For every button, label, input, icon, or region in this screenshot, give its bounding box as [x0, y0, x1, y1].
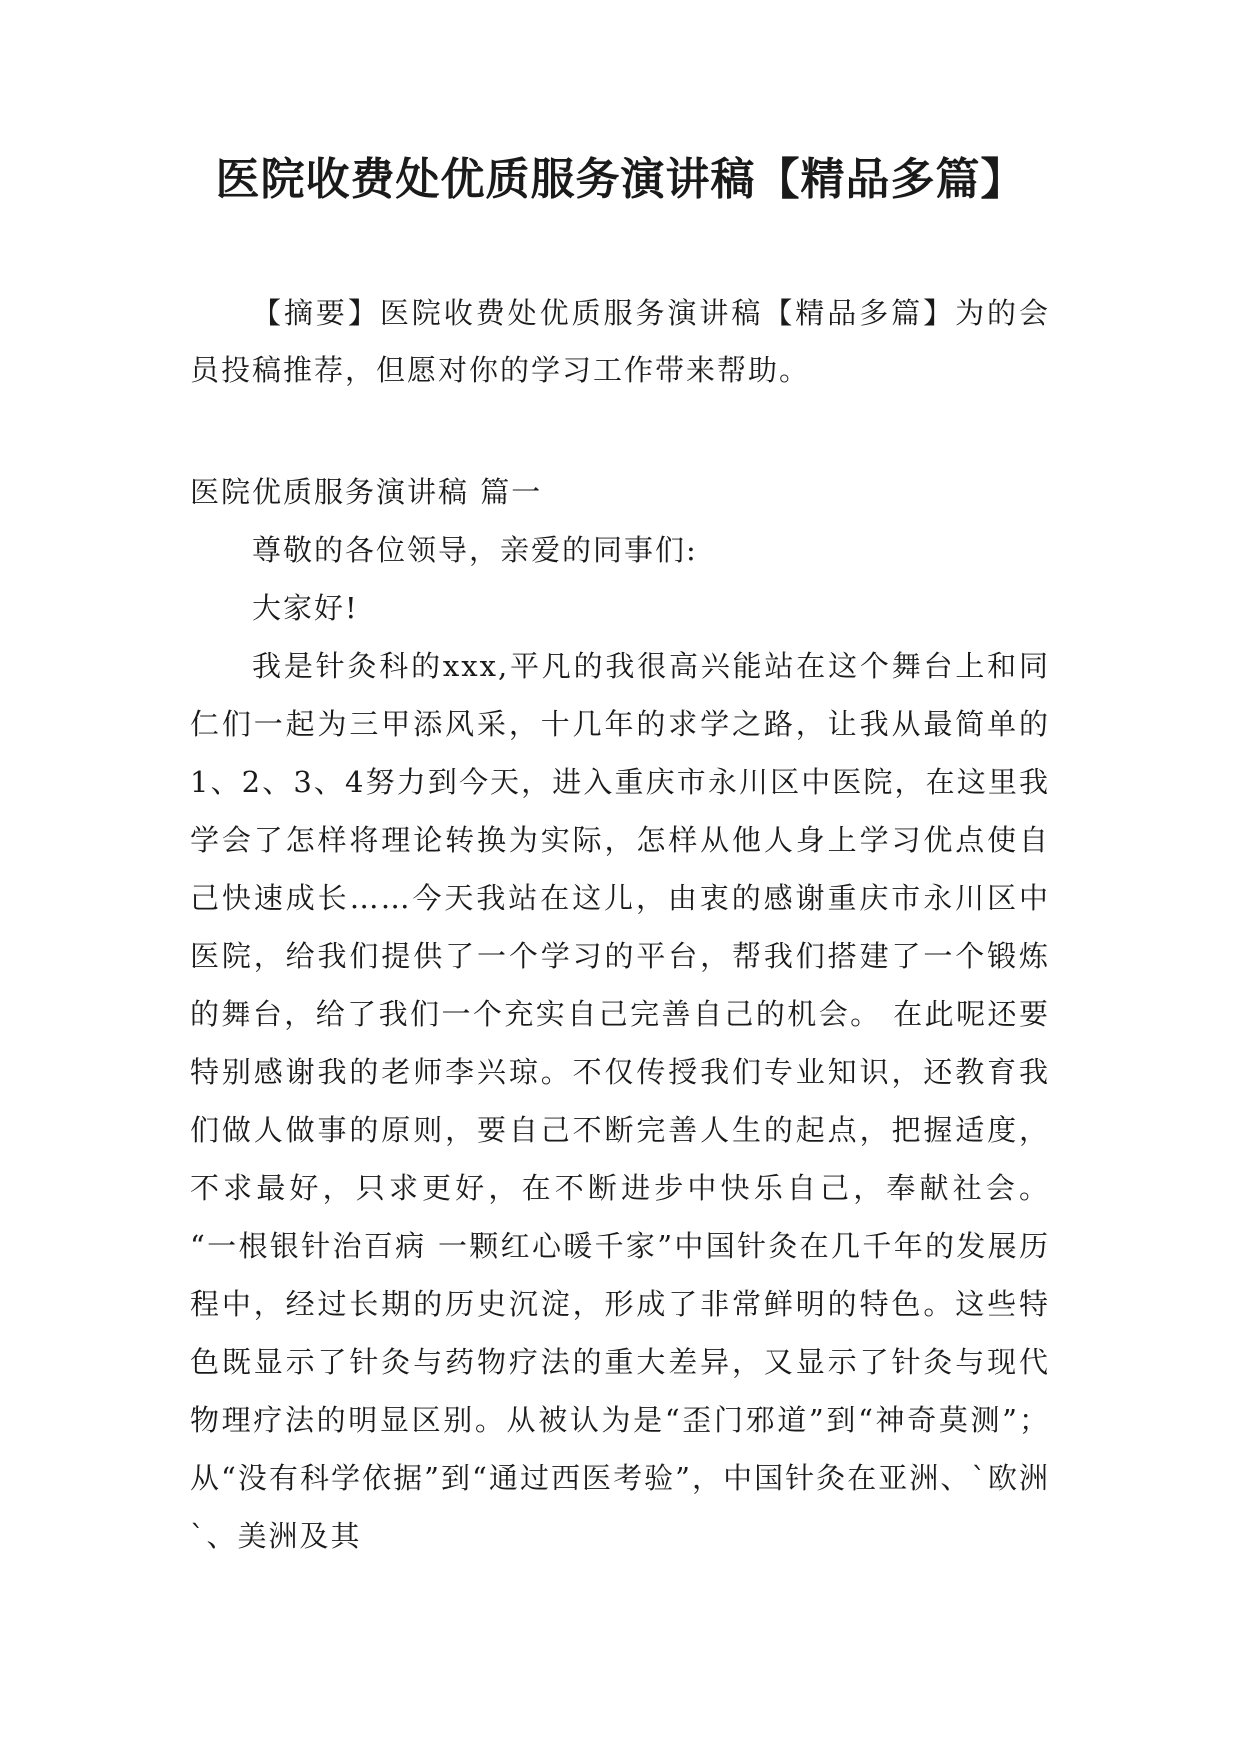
- section-body: [190, 521, 1050, 1565]
- greeting-paragraph: 尊敬的各位领导，亲爱的同事们:: [252, 533, 698, 567]
- document-title: 医院收费处优质服务演讲稿【精品多篇】: [215, 154, 1026, 205]
- salutation-paragraph: 大家好!: [252, 591, 359, 625]
- body-paragraph: 我是针灸科的xxx,平凡的我很高兴能站在这个舞台上和同仁们一起为三甲添风采，十几年的求学之路，让我从最简单的1、2、3、4努力到今天，进入重庆市永川区中医院，在这里我学会了怎样将理论转换为实际，怎样从他人身上学习优点使自己快速成长……今天我站在这儿，由衷的感谢重庆市永川区中医院，给我们提供了一个学习的平台，帮我们搭建了一个锻炼的舞台，给了我们一个充实自己完善自己的机会。 在此呢还要特别感谢我的老师李兴琼。不仅传授我们专业知识，还教育我们做人做事的原则，要自己不断完善人生的起点，把握适度，不求最好，只求更好，在不断进步中快乐自己，奉献社会。 “一根银针治百病 一颗红心暖千家”中国针灸在几千年的发展历程中，经过长期的历史沉淀，形成了非常鲜明的特色。这些特色既显示了针灸与药物疗法的重大差异，又显示了针灸与现代物理疗法的明显区别。从被认为是“歪门邪道”到“神奇莫测”；从“没有科学依据”到“通过西医考验”，中国针灸在亚洲、`欧洲`、美洲及其: [190, 649, 1050, 1553]
- abstract-block: [190, 285, 1050, 399]
- abstract-paragraph: 【摘要】医院收费处优质服务演讲稿【精品多篇】为的会员投稿推荐，但愿对你的学习工作带来帮助。: [190, 296, 1050, 387]
- document-content: [190, 285, 1050, 1565]
- section-heading: 医院优质服务演讲稿 篇一: [190, 475, 543, 509]
